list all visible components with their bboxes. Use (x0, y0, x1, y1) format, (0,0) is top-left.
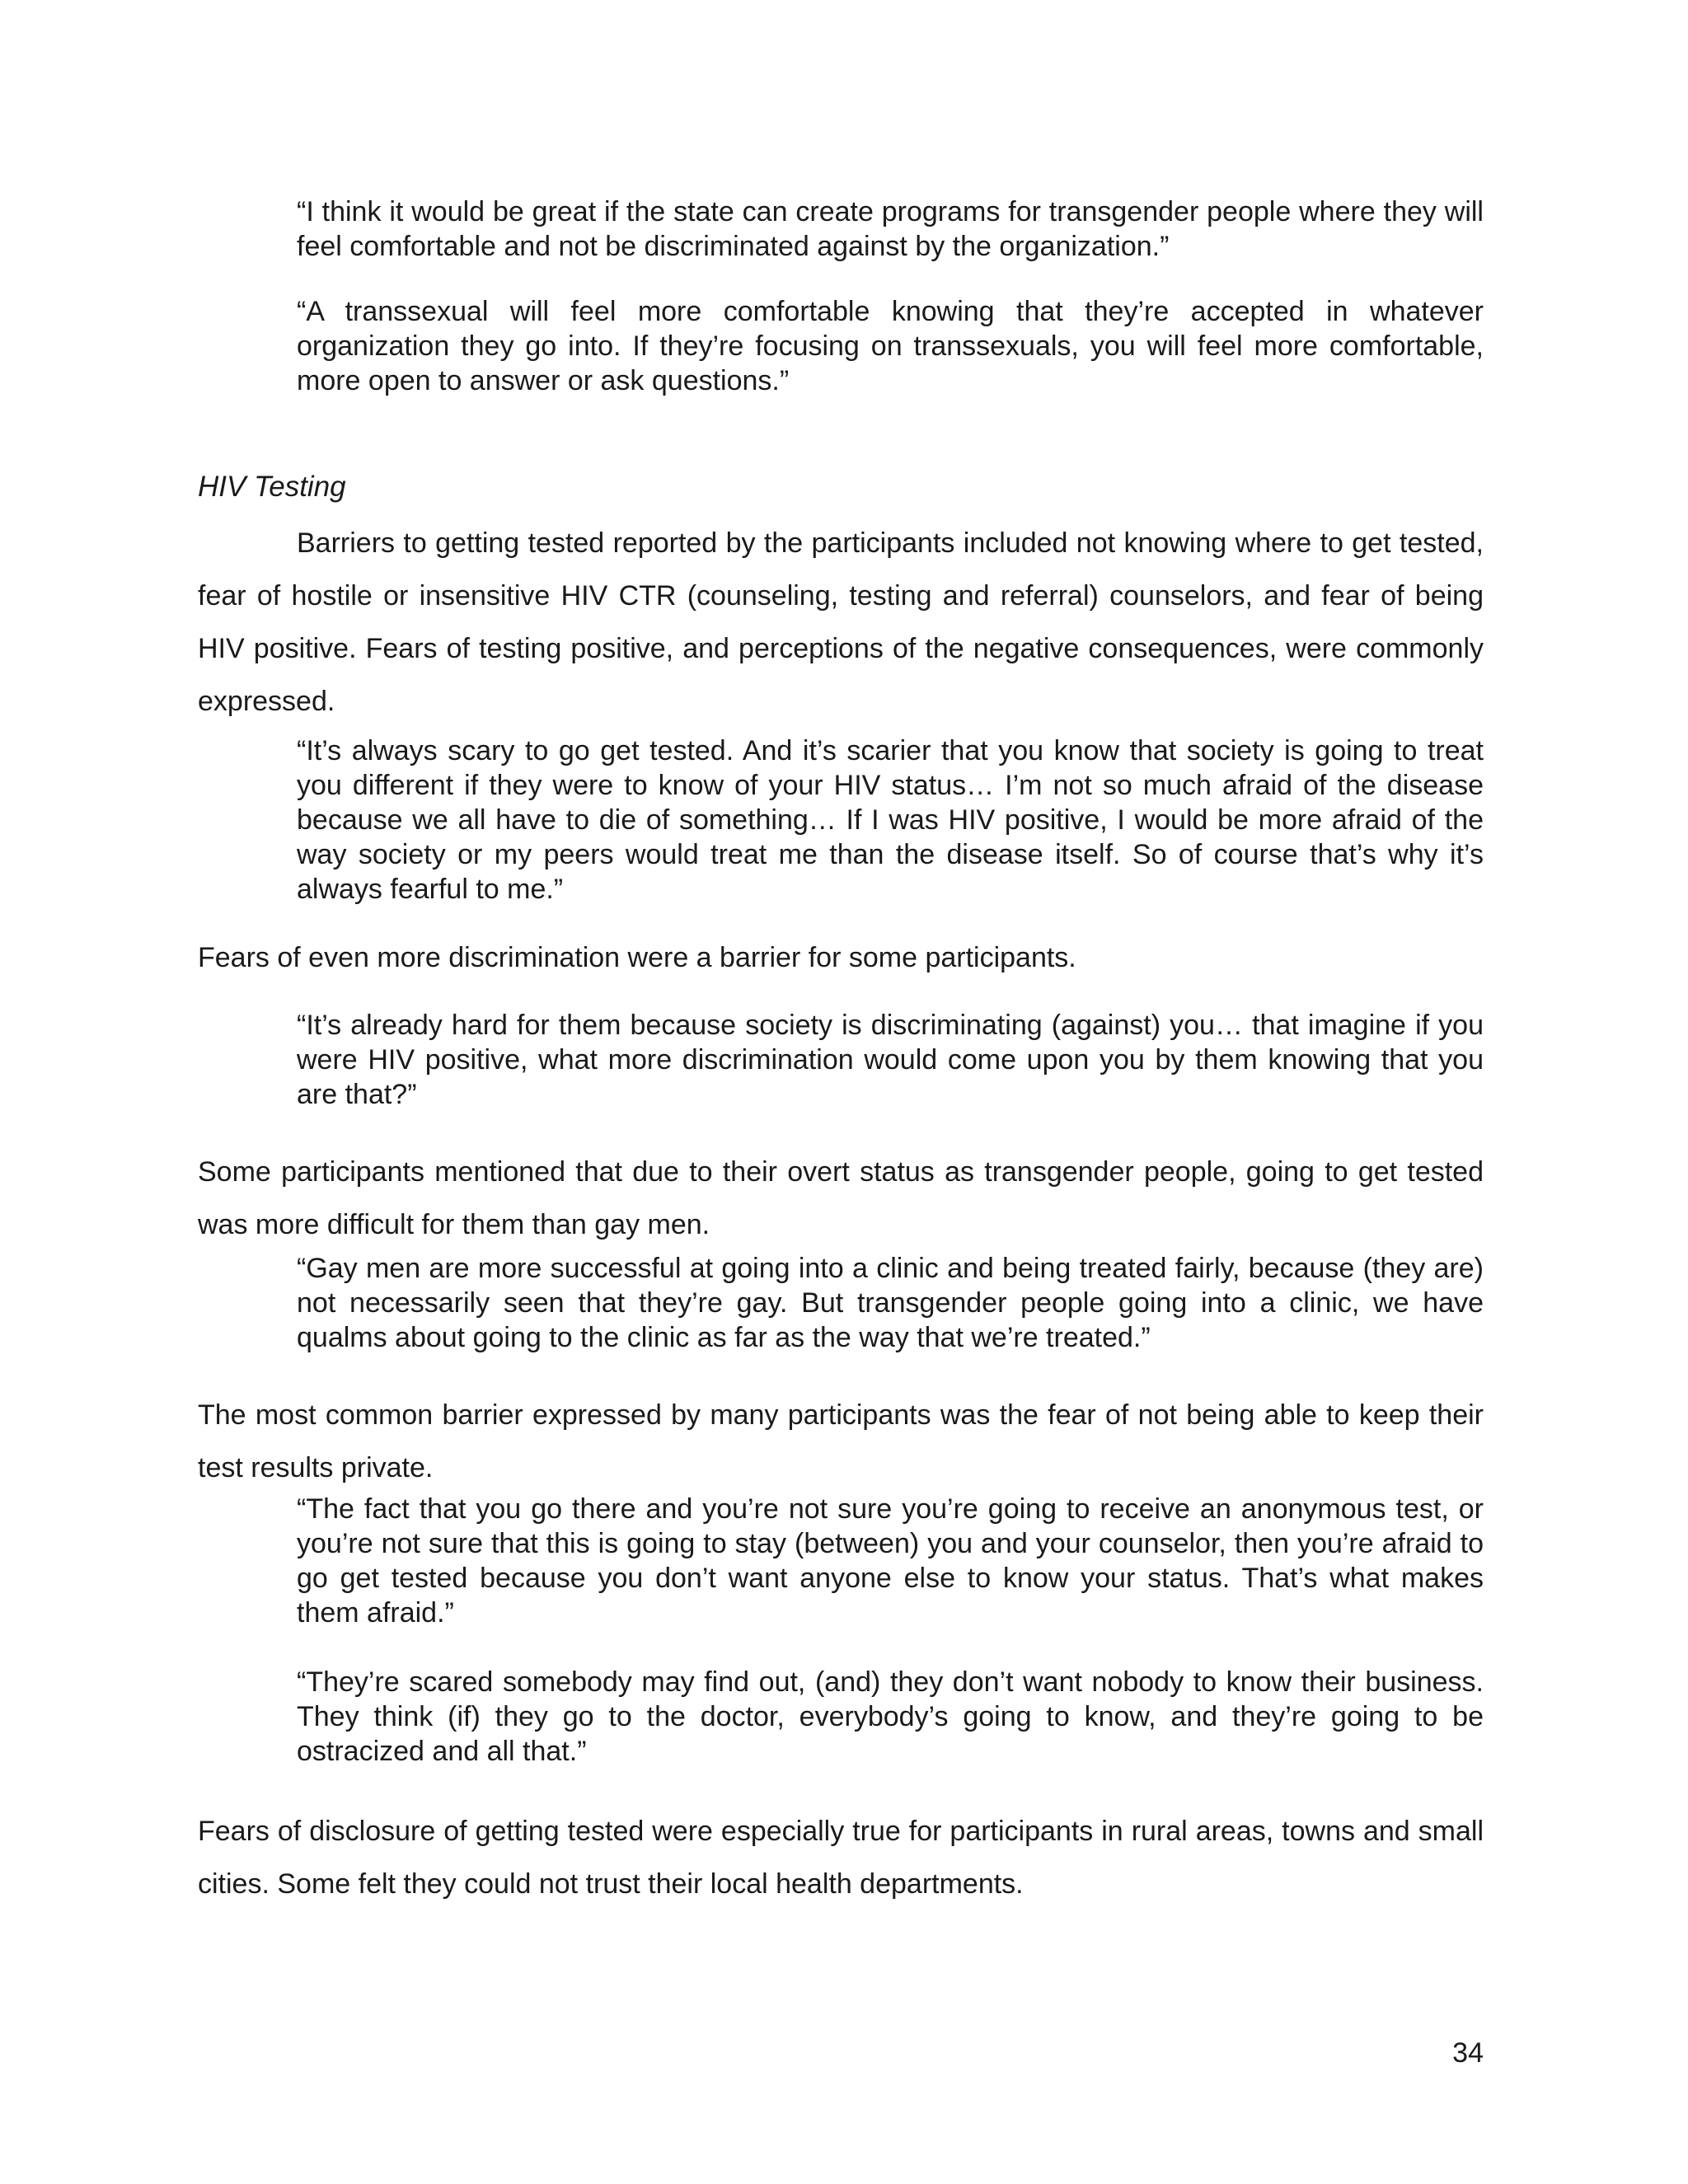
quote-transsexual-comfortable: “A transsexual will feel more comfortable knowing that they’re accepted in whatever organization they go into. If they’re focusing on transsexuals, you will feel more comfortable, more open to answer or ask questions.” (297, 296, 1484, 396)
section-heading: HIV Testing (198, 471, 346, 503)
page-number: 34 (1452, 2037, 1484, 2069)
quote-anonymous-test: “The fact that you go there and you’re not sure you’re going to receive an anonymous test, or you’re not sure that this is going to stay (between) you and your counselor, then you’re afraid to go get tested because you don’t want anyone else to know your status. That’s what makes them afraid.” (297, 1493, 1484, 1629)
paragraph-overt-status: Some participants mentioned that due to their overt status as transgender people, going to get tested was more difficult for them than gay men. (198, 1156, 1484, 1240)
paragraph-rural-areas: Fears of disclosure of getting tested were especially true for participants in rural areas, towns and small cities. Some felt they could not trust their local health departments. (198, 1816, 1484, 1900)
paragraph-test-privacy: The most common barrier expressed by many participants was the fear of not being able to keep their test results private. (198, 1399, 1484, 1483)
quote-state-programs: “I think it would be great if the state can create programs for transgender people where they will feel comfortable and not be discriminated against by the organization.” (297, 196, 1484, 262)
paragraph-discrimination: Fears of even more discrimination were a barrier for some participants. (198, 942, 1076, 973)
quote-scared-somebody: “They’re scared somebody may find out, (and) they don’t want nobody to know their business. They think (if) they go to the doctor, everybody’s going to know, and they’re going to be ostracized and all that.” (297, 1666, 1484, 1767)
quote-scary-to-test: “It’s always scary to go get tested. And it’s scarier that you know that society is going to treat you different if they were to know of your HIV status… I’m not so much afraid of the disease because we all have to die of something… If I was HIV positive, I would be more afraid of the way society or my peers would treat me than the disease itself. So of course that’s why it’s always fearful to me.” (297, 735, 1484, 905)
intro-paragraph: Barriers to getting tested reported by the participants included not knowing where to get tested, fear of hostile or insensitive HIV CTR (counseling, testing and referral) counselors, and fear of being HIV positive. Fears of testing positive, and perceptions of the negative consequences, were commonly expressed. (198, 527, 1484, 717)
quote-already-hard: “It’s already hard for them because society is discriminating (against) you… that imagine if you were HIV positive, what more discrimination would come upon you by them knowing that you are that?” (297, 1010, 1484, 1110)
quote-gay-men-clinic: “Gay men are more successful at going into a clinic and being treated fairly, because (they are) not necessarily seen that they’re gay. But transgender people going into a clinic, we have qualms about going to the clinic as far as the way that we’re treated.” (297, 1253, 1484, 1353)
